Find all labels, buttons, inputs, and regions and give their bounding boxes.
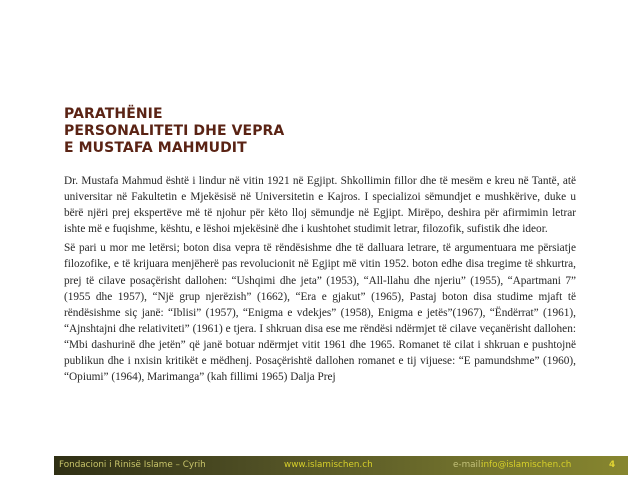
footer-bar <box>54 456 628 475</box>
paragraph-works: Së pari u mor me letërsi; boton disa vepra të rëndësishme dhe të dalluara letrare, të argumentuara me përsiatje filozofike, e të krijuara menjëherë pas revolucionit në Egjipt më vitin 1952. boton edhe disa tregime të shkurtra, prej të cilave posaçërisht dallohen: “Ushqimi dhe jeta” (1953), “All-llahu dhe njeriu” (1955), “Apartmani 7” (1955 dhe 1957), “Një grup njerëzish” (1662), “Era e gjakut” (1965), Pastaj boton disa studime mjaft të rëndësishme siç janë: “Iblisi” (1957), “Enigma e vdekjes” (1958), Enigma e jetës”(1967), “Ëndërrat” (1961), “Ajnshtajni dhe relativiteti” (1961) e tjera. I shkruan disa ese me rëndësi ndërmjet të cilave veçanërisht dallohen: “Mbi dashurinë dhe jetën” që janë botuar ndërmjet vitit 1961 dhe 1965. Romanet të cilat i shkruan e pushtojnë publikun dhe i nxisin kritikët e mëdhenj. Posaçërishtë dallohen romanet e tij vijuese: “E pamundshme” (1960), “Opiumi” (1964), Marimanga” (kah fillimi 1965) Dalja Prej <box>64 242 576 384</box>
footer-email-link[interactable]: info@islamischen.ch <box>481 460 572 470</box>
title-line-2: PERSONALITETI DHE VEPRA <box>64 123 285 139</box>
title-line-3: E MUSTAFA MAHMUDIT <box>64 140 247 156</box>
document-body <box>64 173 576 388</box>
title-line-1: PARATHËNIE <box>64 106 163 122</box>
footer-organization: Fondacioni i Rinisë Islame – Cyrih <box>59 460 206 470</box>
paragraph-biography: Dr. Mustafa Mahmud është i lindur në vitin 1921 në Egjipt. Shkollimin fillor dhe të mesëm e kreu në Tantë, atë universitar në Fakultetin e Mjekësisë në Universitetin e Kajros. I specializoi sëmundjet e mushkërive, duke u bërë njëri prej ekspertëve më të njohur për këto lloj sëmundje në Egjipt. Mirëpo, deshira për afirmimin letrar ishte më e fuqishme, kështu, e lëshoi mjekësinë dhe i kushtohet studimit letrar, filozofik, sufistik dhe ideor. <box>64 175 576 236</box>
footer-email-label: e-mail: <box>453 460 484 470</box>
page-number: 4 <box>609 460 616 470</box>
page-title <box>64 106 524 157</box>
footer-website-link[interactable]: www.islamischen.ch <box>284 460 373 470</box>
